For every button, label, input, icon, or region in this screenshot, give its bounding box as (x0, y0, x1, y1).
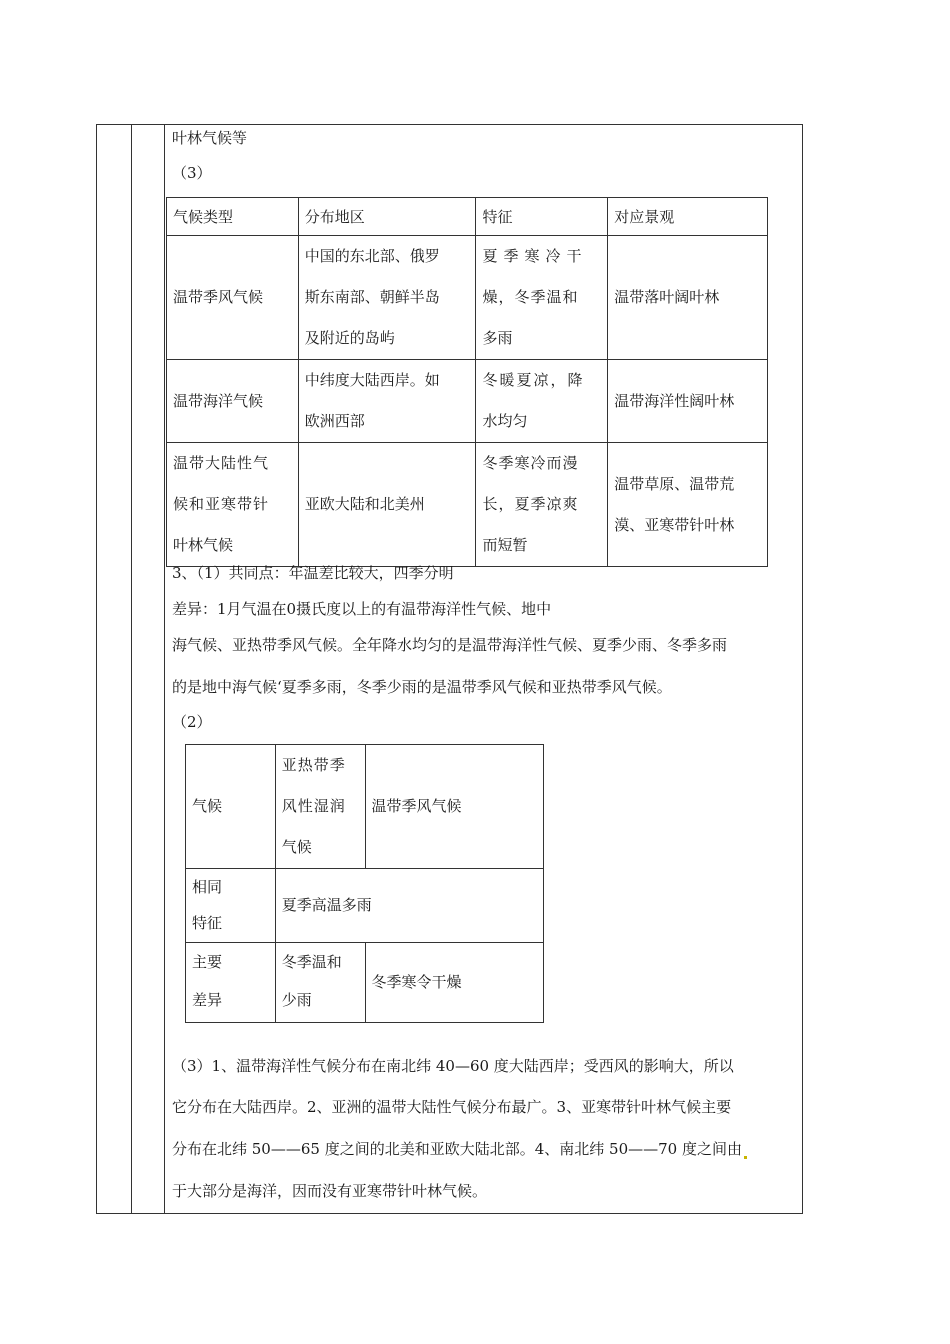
header-landscape: 对应景观 (608, 198, 768, 236)
cell-region: 中国的东北部、俄罗 斯东南部、朝鲜半岛 及附近的岛屿 (298, 236, 476, 360)
cell-subtropical-monsoon: 亚热带季 风性湿润 气候 (275, 745, 365, 869)
answer-3-3-line2: 它分布在大陆西岸。2、亚洲的温带大陆性气候分布最广。3、亚寒带针叶林气候主要 (172, 1098, 732, 1116)
cell-region: 中纬度大陆西岸。如 欧洲西部 (298, 360, 476, 443)
cell-landscape: 温带海洋性阔叶林 (608, 360, 768, 443)
answer-3-diff-line2: 海气候、亚热带季风气候。全年降水均匀的是温带海洋性气候、夏季少雨、冬季多雨 (172, 636, 728, 654)
header-region: 分布地区 (298, 198, 476, 236)
column-divider (164, 125, 165, 1213)
comparison-table (185, 744, 544, 1023)
table-row (167, 443, 768, 567)
stray-mark (744, 1156, 747, 1159)
cell-same-feature: 夏季高温多雨 (275, 869, 543, 943)
section-label-2: （2） (172, 713, 212, 731)
table-row (167, 360, 768, 443)
cell-feature: 冬季寒冷而漫 长，夏季凉爽 而短暂 (476, 443, 608, 567)
column-divider (131, 125, 132, 1213)
table-row (186, 869, 544, 943)
answer-3-diff-line3: 的是地中海气候‘夏季多雨，冬季少雨的是温带季风气候和亚热带季风气候。 (172, 678, 672, 696)
continuation-text: 叶林气候等 (172, 129, 248, 147)
climate-table (166, 197, 768, 567)
answer-3-diff-line1: 差异：1月气温在0摄氏度以上的有温带海洋性气候、地中 (172, 600, 552, 618)
cell-same-feature-label: 相同 特征 (186, 869, 276, 943)
cell-feature: 夏季寒冷干 燥，冬季温和 多雨 (476, 236, 608, 360)
cell-main-diff-label: 主要 差异 (186, 943, 276, 1023)
answer-3-3-line3: 分布在北纬 50——65 度之间的北美和亚欧大陆北部。4、南北纬 50——70 度之间由 (172, 1138, 747, 1159)
table-row (186, 745, 544, 869)
cell-feature: 冬暖夏凉，降 水均匀 (476, 360, 608, 443)
header-feature: 特征 (476, 198, 608, 236)
answer-3-1: 3、（1）共同点：年温差比较大，四季分明 (172, 564, 454, 582)
cell-diff-temperate: 冬季寒令干燥 (365, 943, 543, 1023)
cell-climate-label: 气候 (186, 745, 276, 869)
cell-temperate-monsoon: 温带季风气候 (365, 745, 543, 869)
cell-diff-subtropical: 冬季温和 少雨 (275, 943, 365, 1023)
table-row (186, 943, 544, 1023)
answer-3-3-line1: （3）1、温带海洋性气候分布在南北纬 40—60 度大陆西岸；受西风的影响大，所以 (172, 1057, 734, 1075)
cell-climate-type: 温带海洋气候 (167, 360, 299, 443)
header-climate-type: 气候类型 (167, 198, 299, 236)
section-label-3: （3） (172, 164, 212, 182)
cell-climate-type: 温带季风气候 (167, 236, 299, 360)
table-row (167, 236, 768, 360)
cell-landscape: 温带草原、温带荒 漠、亚寒带针叶林 (608, 443, 768, 567)
cell-region: 亚欧大陆和北美州 (298, 443, 476, 567)
cell-climate-type: 温带大陆性气 候和亚寒带针 叶林气候 (167, 443, 299, 567)
answer-3-3-line4: 于大部分是海洋，因而没有亚寒带针叶林气候。 (172, 1182, 488, 1200)
cell-landscape: 温带落叶阔叶林 (608, 236, 768, 360)
table-header-row (167, 198, 768, 236)
